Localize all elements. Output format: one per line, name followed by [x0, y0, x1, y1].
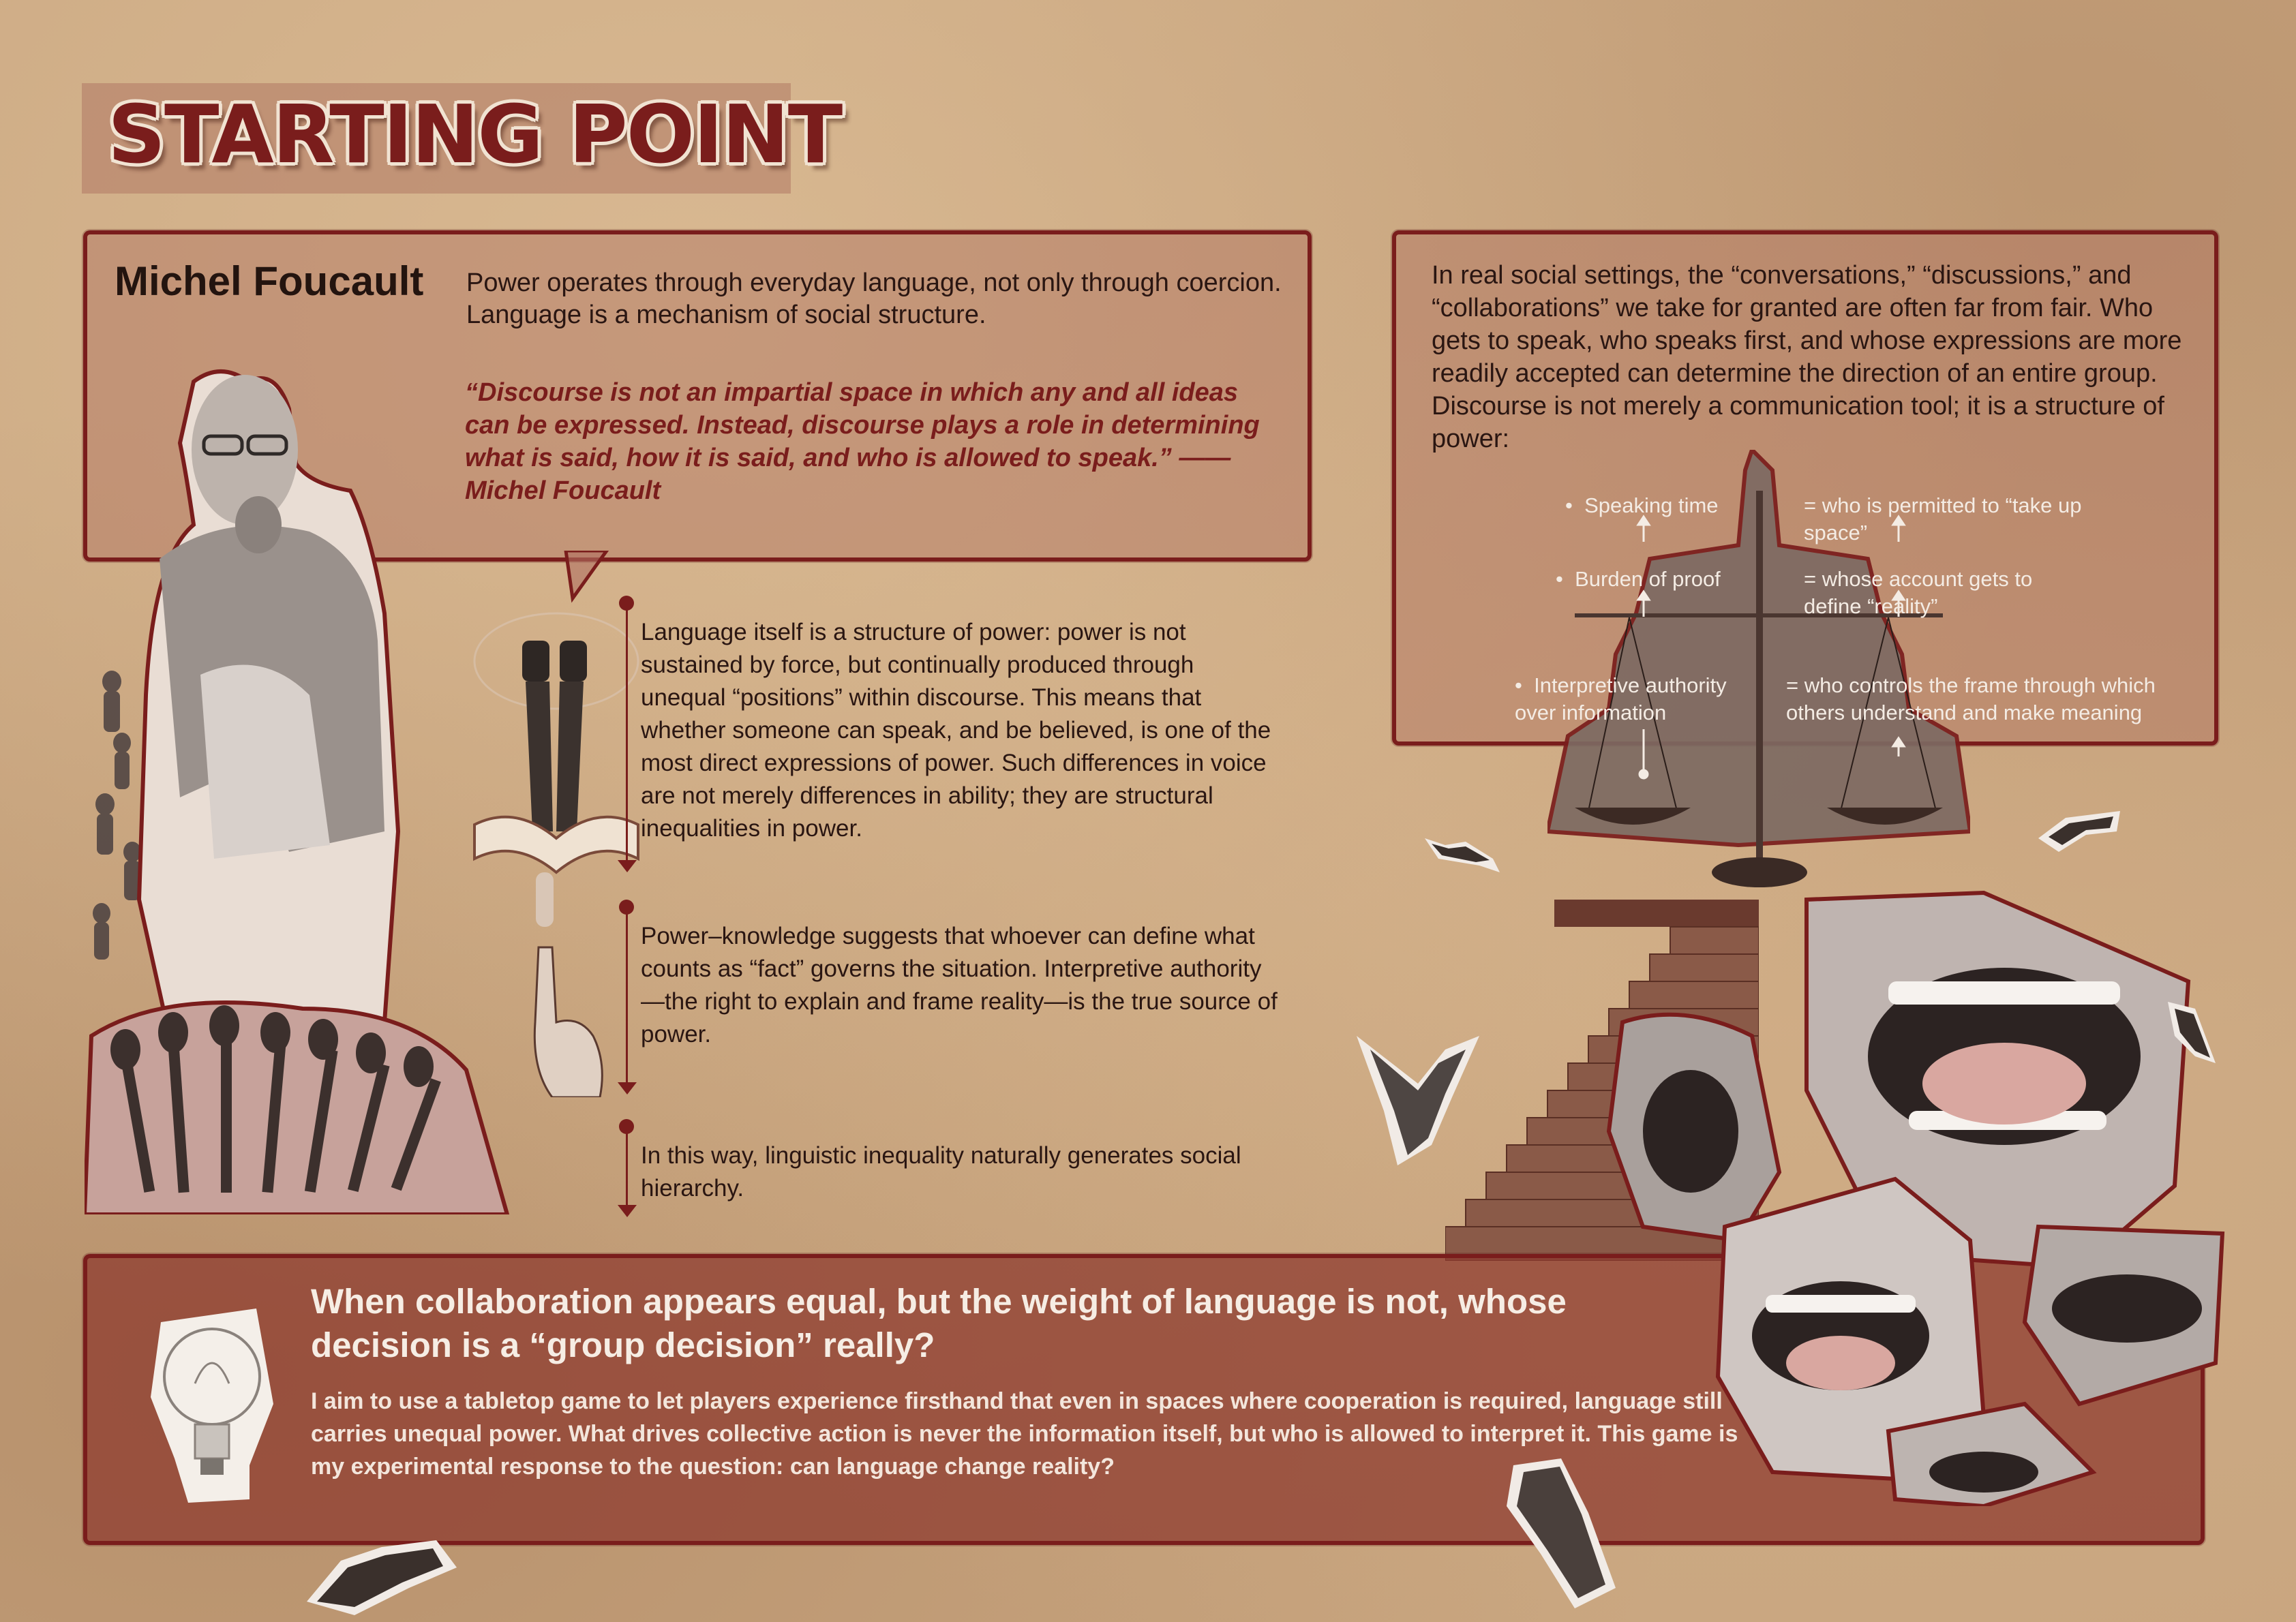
falling-figure-icon [2154, 995, 2222, 1070]
point-line [626, 913, 628, 1084]
foucault-quote: “Discourse is not an impartial space in which any and all ideas can be expressed. Instead, discourse plays a role in determining what is said, how it is said, and who is allowed to speak.” —— Michel Foucault [465, 378, 1260, 505]
arrow-down-icon [618, 1205, 637, 1217]
foucault-name: Michel Foucault [115, 258, 424, 304]
falling-figure-icon [1418, 825, 1507, 879]
open-book-icon [468, 600, 645, 927]
discourse-text: In real social settings, the “conversations,” “discussions,” and “collaborations” we take for granted are often far from fair. Who gets to speak, who speaks first, and whose expressions are more readily accepted can determine the direction of an entire group. Discourse is not merely a communication tool; it is a structure of power: [1432, 261, 2182, 453]
scale-item-right-1: = who is permitted to “take up space” [1804, 493, 2082, 545]
lightbulb-icon [147, 1302, 277, 1506]
point-2: Power–knowledge suggests that whoever can define what counts as “fact” governs the situation. Interpretive authority—the right to explain and frame reality—is the true source of power. [641, 923, 1278, 1047]
point-line [626, 609, 628, 861]
scale-item-left-3: • Interpretive authority over information [1515, 673, 1727, 724]
microphones-icon [85, 1003, 507, 1214]
crowd-icon [93, 671, 141, 960]
scale-item-right-3: = who controls the frame through which others understand and make meaning [1786, 673, 2156, 724]
scale-item-left-3-text: Interpretive authority over information [1515, 673, 1727, 724]
scale-item-left-1: • Speaking time [1565, 493, 1719, 517]
falling-figure-icon [1500, 1452, 1622, 1615]
hand-icon [525, 940, 614, 1097]
mouths-icon [1602, 886, 2229, 1506]
scale-item-left-2-text: Burden of proof [1575, 567, 1721, 591]
point-dot [619, 596, 634, 611]
page-title: STARTING POINT [108, 87, 842, 181]
point-dot [619, 1119, 634, 1134]
point-line [626, 1133, 628, 1206]
falling-figure-icon [2031, 797, 2127, 859]
point-3: In this way, linguistic inequality naturally generates social hierarchy. [641, 1142, 1241, 1202]
legs-icon [522, 641, 587, 831]
bottom-body: I aim to use a tabletop game to let players experience firsthand that even in spaces where cooperation is required, language still carries unequal power. What drives collective action is never the information itself, but who is allowed to interpret it. This game is my experimental response to the question: can language change reality? [311, 1388, 1738, 1480]
bottom-question: When collaboration appears equal, but the weight of language is not, whose decision is a “group decision” really? [311, 1282, 1567, 1364]
scale-item-right-2: = whose account gets to define “reality” [1804, 567, 2033, 618]
portrait-photo [139, 371, 398, 1022]
point-1: Language itself is a structure of power: power is not sustained by force, but continually produced through unequal “positions” within discourse. This means that whether someone can speak, and be believed, is one of the most direct expressions of power. Such differences in voice are not merely differences in ability; they are structural inequalities in power. [641, 619, 1271, 842]
scale-item-left-1-text: Speaking time [1584, 493, 1719, 517]
arrow-down-icon [618, 860, 637, 872]
foucault-summary: Power operates through everyday language, not only through coercion. Language is a mechanism of social structure. [466, 269, 1282, 329]
scale-item-left-2: • Burden of proof [1556, 567, 1721, 591]
falling-figure-icon [1343, 1009, 1493, 1179]
falling-figure-icon [300, 1533, 464, 1622]
hand-icon [536, 872, 554, 927]
arrow-down-icon [618, 1082, 637, 1095]
point-dot [619, 900, 634, 915]
